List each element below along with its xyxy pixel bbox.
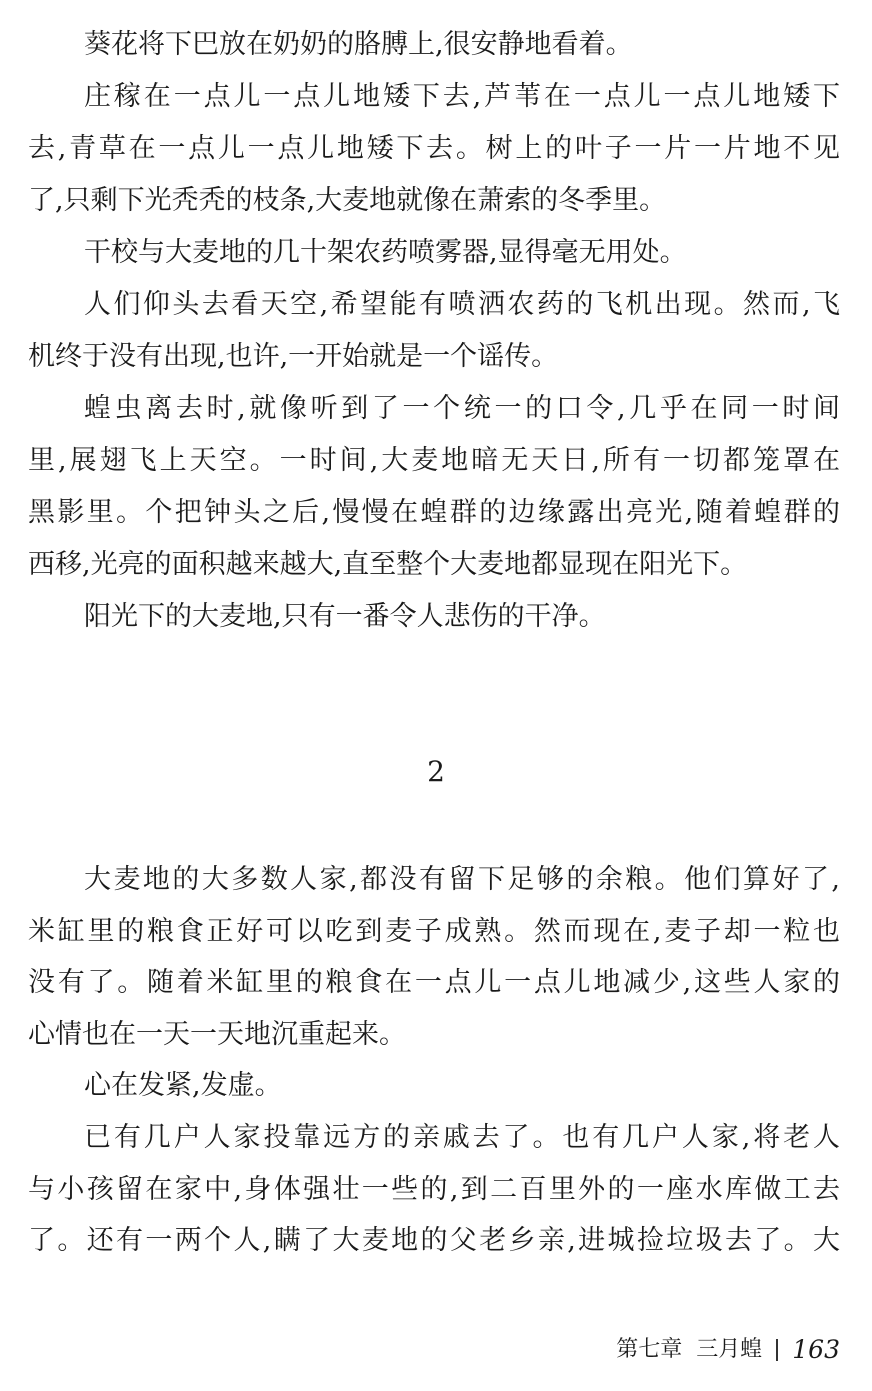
text-line: 与小孩留在家中,身体强壮一些的,到二百里外的一座水库做工去 — [28, 1173, 840, 1205]
text-line: 黑影里。个把钟头之后,慢慢在蝗群的边缘露出亮光,随着蝗群的 — [28, 497, 840, 528]
text-line: 机终于没有出现,也许,一开始就是一个谣传。 — [28, 341, 559, 372]
text-line: 阳光下的大麦地,只有一番令人悲伤的干净。 — [84, 601, 606, 632]
text-line: 了,只剩下光秃秃的枝条,大麦地就像在萧索的冬季里。 — [28, 185, 667, 216]
text-line: 去,青草在一点儿一点儿地矮下去。树上的叶子一片一片地不见 — [28, 133, 840, 164]
page-number: 163 — [792, 1335, 840, 1364]
text-line: 大麦地的大多数人家,都没有留下足够的余粮。他们算好了, — [84, 864, 840, 895]
text-line: 蝗虫离去时,就像听到了一个统一的口令,几乎在同一时间 — [84, 393, 840, 424]
text-line: 了。还有一两个人,瞒了大麦地的父老乡亲,进城捡垃圾去了。大 — [28, 1225, 840, 1257]
page-footer — [616, 1330, 840, 1370]
section-number: 2 — [427, 755, 445, 788]
text-line: 庄稼在一点儿一点儿地矮下去,芦苇在一点儿一点儿地矮下 — [84, 81, 840, 112]
text-line: 里,展翅飞上天空。一时间,大麦地暗无天日,所有一切都笼罩在 — [28, 445, 840, 476]
text-block-top — [28, 19, 840, 643]
text-line: 没有了。随着米缸里的粮食在一点儿一点儿地减少,这些人家的 — [28, 967, 840, 999]
text-line: 已有几户人家投靠远方的亲戚去了。也有几户人家,将老人 — [84, 1121, 840, 1153]
text-line: 米缸里的粮食正好可以吃到麦子成熟。然而现在,麦子却一粒也 — [28, 915, 840, 947]
text-line: 西移,光亮的面积越来越大,直至整个大麦地都显现在阳光下。 — [28, 549, 748, 580]
text-block-bottom — [28, 854, 840, 1267]
text-line: 葵花将下巴放在奶奶的胳膊上,很安静地看着。 — [84, 29, 633, 60]
chapter-label: 第七章 — [616, 1337, 683, 1362]
chapter-title: 三月蝗 — [696, 1337, 763, 1362]
footer-divider — [776, 1339, 778, 1361]
text-line: 人们仰头去看天空,希望能有喷洒农药的飞机出现。然而,飞 — [84, 289, 840, 320]
text-line: 心在发紧,发虚。 — [84, 1070, 282, 1102]
text-line: 干校与大麦地的几十架农药喷雾器,显得毫无用处。 — [84, 237, 687, 268]
text-line: 心情也在一天一天地沉重起来。 — [28, 1018, 406, 1050]
